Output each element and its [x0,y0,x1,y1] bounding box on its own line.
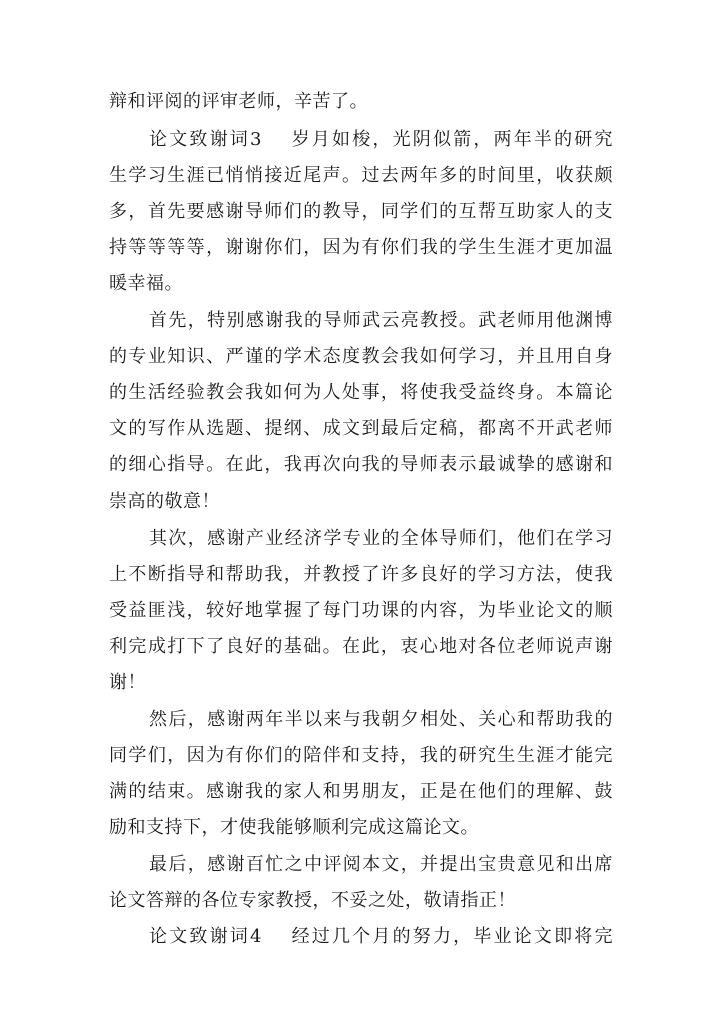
paragraph-first-line: 首先，特别感谢我的导师武云亮教授。武老师用他渊博 [149,310,613,331]
text-line: 崇高的敬意！ [109,491,220,512]
section-heading: 论文致谢词3 [149,129,262,150]
text-line: 利完成打下了良好的基础。在此，衷心地对各位老师说声谢 [109,636,613,657]
text-line: 同学们，因为有你们的陪伴和支持，我的研究生生涯才能完 [109,745,613,766]
text-line: 暖幸福。 [109,273,183,294]
text-line: 文的写作从选题、提纲、成文到最后定稿，都离不开武老师 [109,418,613,439]
section-heading-line [149,125,613,155]
section-first-text: 岁月如梭，光阴似箭，两年半的研究 [289,129,614,150]
text-line: 的专业知识、严谨的学术态度教会我如何学习，并且用自身 [109,346,613,367]
text-line: 辩和评阅的评审老师，辛苦了。 [109,91,368,112]
paragraph-first-line: 然后，感谢两年半以来与我朝夕相处、关心和帮助我的 [149,709,613,730]
text-line: 励和支持下，才使我能够顺利完成这篇论文。 [109,817,479,838]
text-line: 的生活经验教会我如何为人处事，将使我受益终身。本篇论 [109,382,613,403]
section-first-text: 经过几个月的努力，毕业论文即将完 [289,926,614,947]
text-line: 论文答辩的各位专家教授，不妥之处，敬请指正！ [109,890,516,911]
text-line: 生学习生涯已悄悄接近尾声。过去两年多的时间里，收获颇 [109,165,613,186]
text-line: 谢！ [109,672,146,693]
text-line: 的细心指导。在此，我再次向我的导师表示最诚挚的感谢和 [109,454,613,475]
paragraph-first-line: 其次，感谢产业经济学专业的全体导师们，他们在学习 [149,528,613,549]
text-line: 多，首先要感谢导师们的教导，同学们的互帮互助家人的支 [109,201,613,222]
text-line: 受益匪浅，较好地掌握了每门功课的内容，为毕业论文的顺 [109,600,613,621]
section-heading-line [149,922,613,952]
text-line: 持等等等等，谢谢你们，因为有你们我的学生生涯才更加温 [109,237,613,258]
section-heading: 论文致谢词4 [149,926,262,947]
text-line: 满的结束。感谢我的家人和男朋友，正是在他们的理解、鼓 [109,781,613,802]
text-line: 上不断指导和帮助我，并教授了许多良好的学习方法，使我 [109,564,613,585]
paragraph-first-line: 最后，感谢百忙之中评阅本文，并提出宝贵意见和出席 [149,854,613,875]
